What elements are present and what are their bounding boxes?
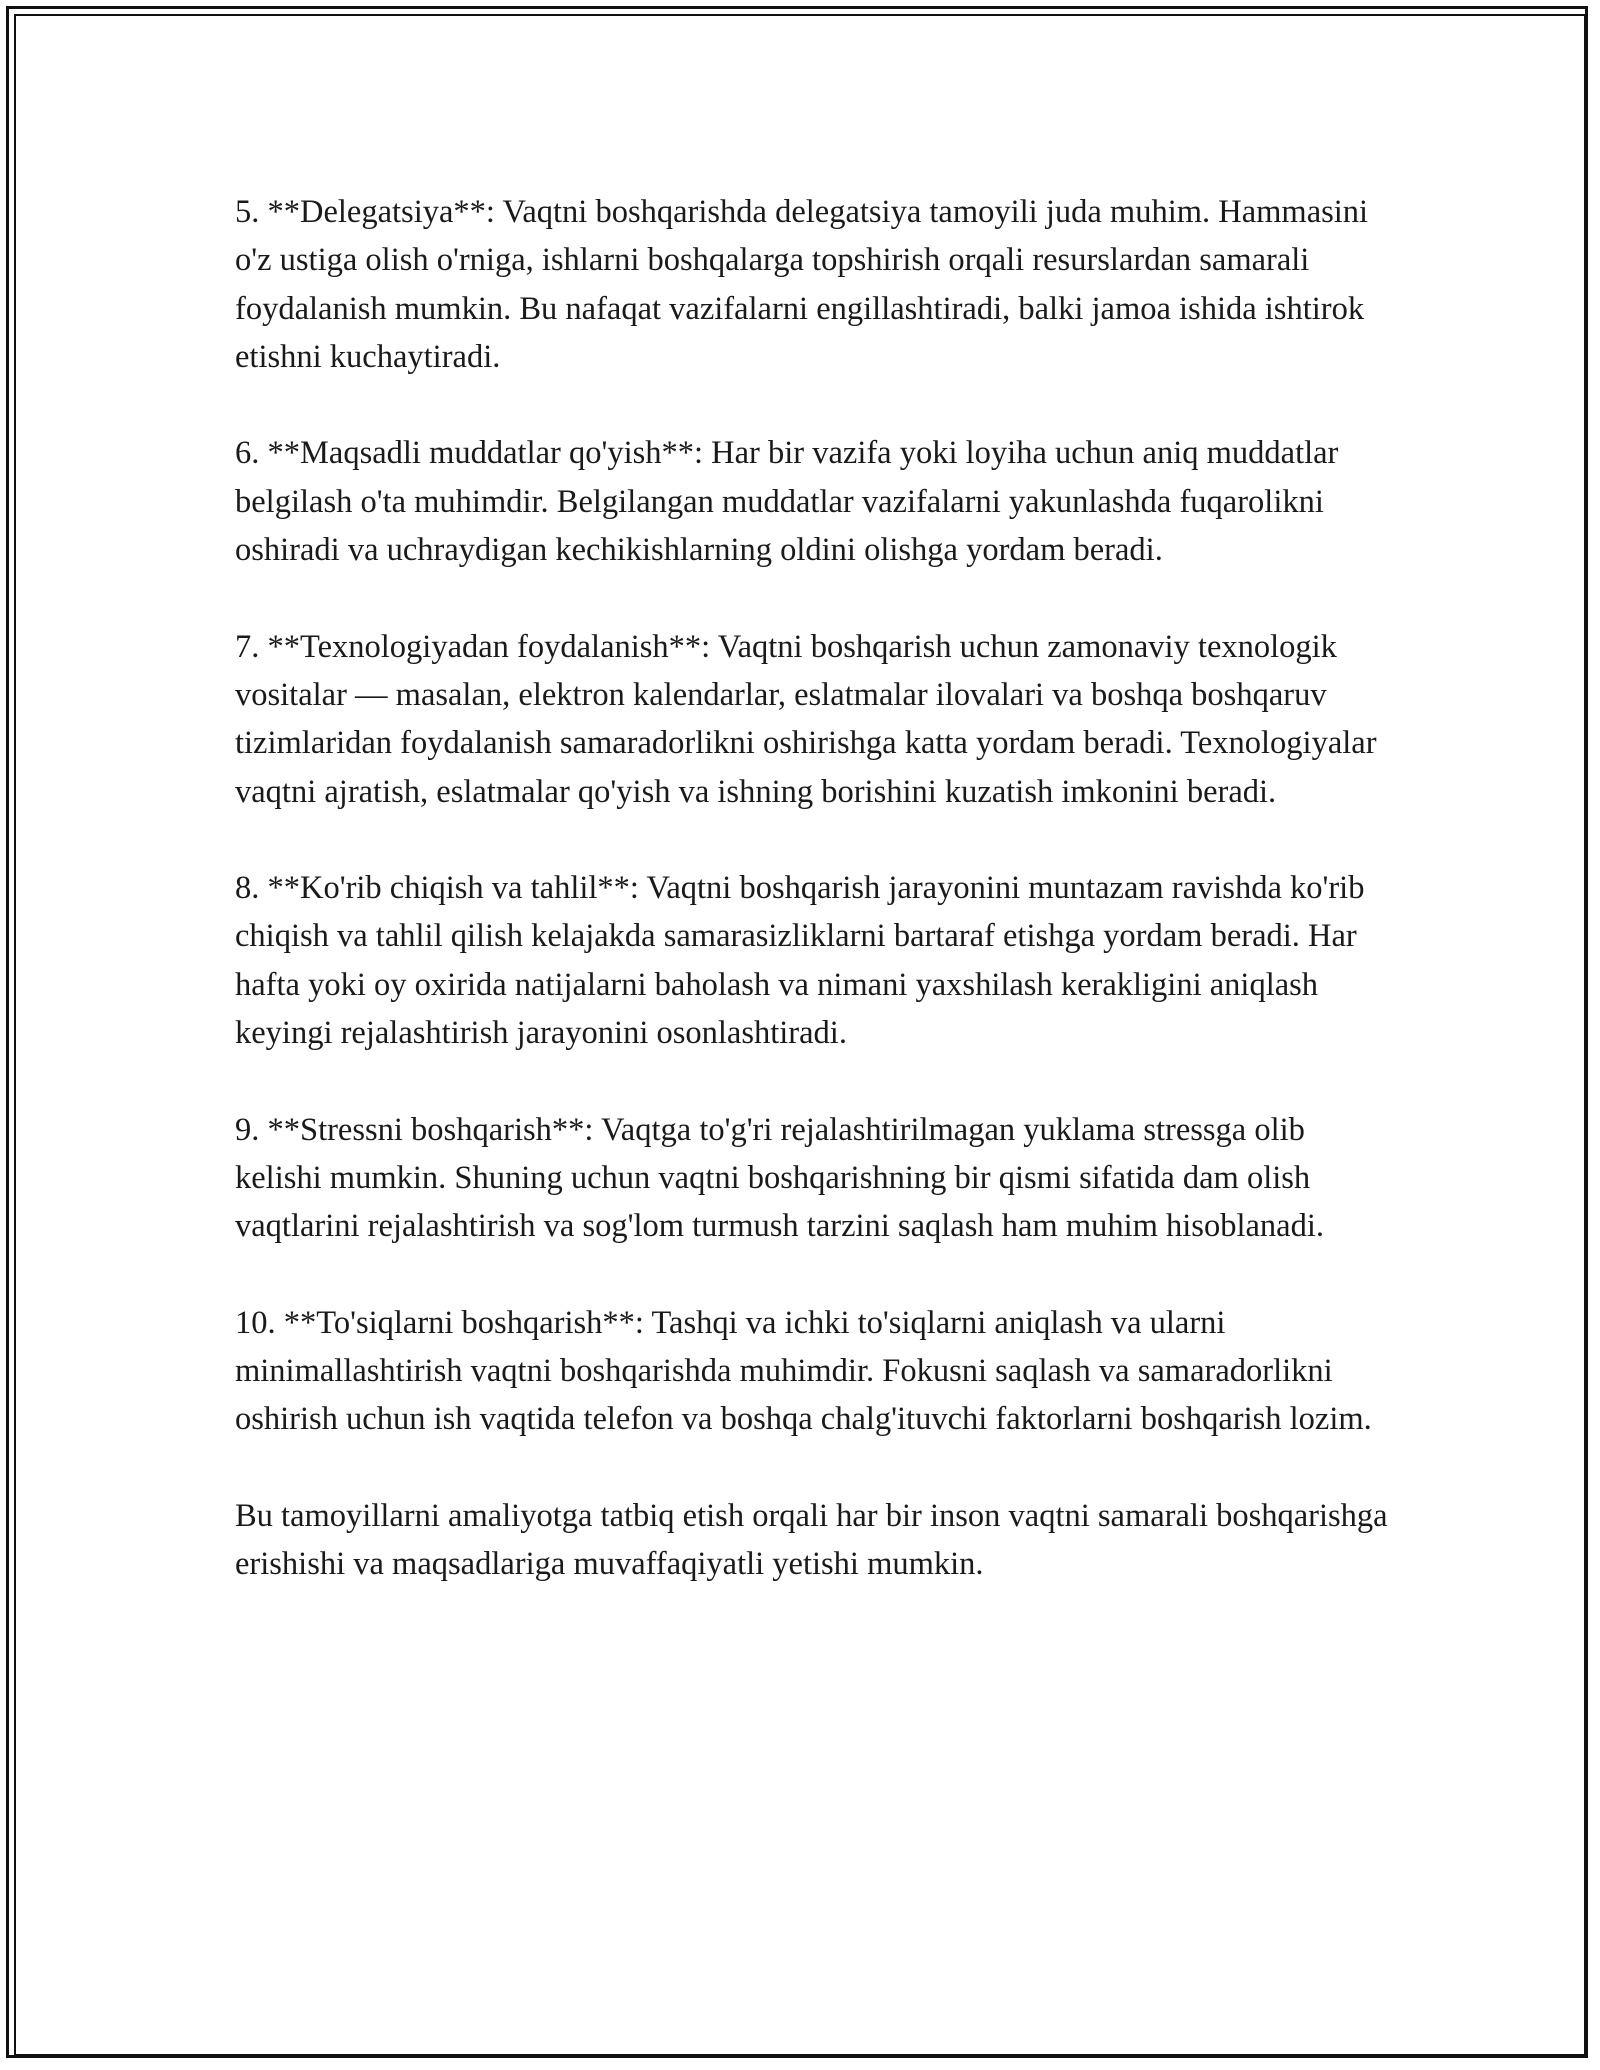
paragraph-korib-chiqish: 8. **Ko'rib chiqish va tahlil**: Vaqtni boshqarish jarayonini muntazam ravishda ko'rib chiqish va tahlil qilish kelajakda samarasizliklarni bartaraf etishga yordam beradi. Har hafta yoki oy oxirida natijalarni baholash va nimani yaxshilash kerakligini aniqlash keyingi rejalashtirish jarayonini osonlashtiradi. [235, 870, 1365, 1052]
paragraph-stressni-boshqarish: 9. **Stressni boshqarish**: Vaqtga to'g'ri rejalashtirilmagan yuklama stressga olib kelishi mumkin. Shuning uchun vaqtni boshqarishning bir qismi sifatida dam olish vaqtlarini rejalashtirish va sog'lom turmush tarzini saqlash ham muhim hisoblanadi. [235, 1111, 1324, 1245]
paragraph-conclusion: Bu tamoyillarni amaliyotga tatbiq etish orqali har bir inson vaqtni samarali boshqarishga erishishi va maqsadlariga muvaffaqiyatli yetishi mumkin. [235, 1498, 1388, 1583]
paragraph-texnologiyadan-foydalanish: 7. **Texnologiyadan foydalanish**: Vaqtni boshqarish uchun zamonaviy texnologik vositalar — masalan, elektron kalendarlar, eslatmalar ilovalari va boshqa boshqaruv tizimlaridan foydalanish samaradorlikni oshirishga katta yordam beradi. Texnologiyalar vaqtni ajratish, eslatmalar qo'yish va ishning borishini kuzatish imkonini beradi. [235, 628, 1377, 810]
paragraph-maqsadli-muddatlar: 6. **Maqsadli muddatlar qo'yish**: Har bir vazifa yoki loyiha uchun aniq muddatlar belgilash o'ta muhimdir. Belgilangan muddatlar vazifalarni yakunlashda fuqarolikni oshiradi va uchraydigan kechikishlarning oldini olishga yordam beradi. [235, 435, 1339, 569]
paragraph-tosiqlarni-boshqarish: 10. **To'siqlarni boshqarish**: Tashqi va ichki to'siqlarni aniqlash va ularni minimallashtirish vaqtni boshqarishda muhimdir. Fokusni saqlash va samaradorlikni oshirish uchun ish vaqtida telefon va boshqa chalg'ituvchi faktorlarni boshqarish lozim. [235, 1304, 1372, 1438]
paragraph-delegatsiya: 5. **Delegatsiya**: Vaqtni boshqarishda delegatsiya tamoyili juda muhim. Hammasini o'z ustiga olish o'rniga, ishlarni boshqalarga topshirish orqali resurslardan samarali foydalanish mumkin. Bu nafaqat vazifalarni engillashtiradi, balki jamoa ishida ishtirok etishni kuchaytiradi. [235, 194, 1369, 375]
document-body [235, 188, 1395, 1589]
